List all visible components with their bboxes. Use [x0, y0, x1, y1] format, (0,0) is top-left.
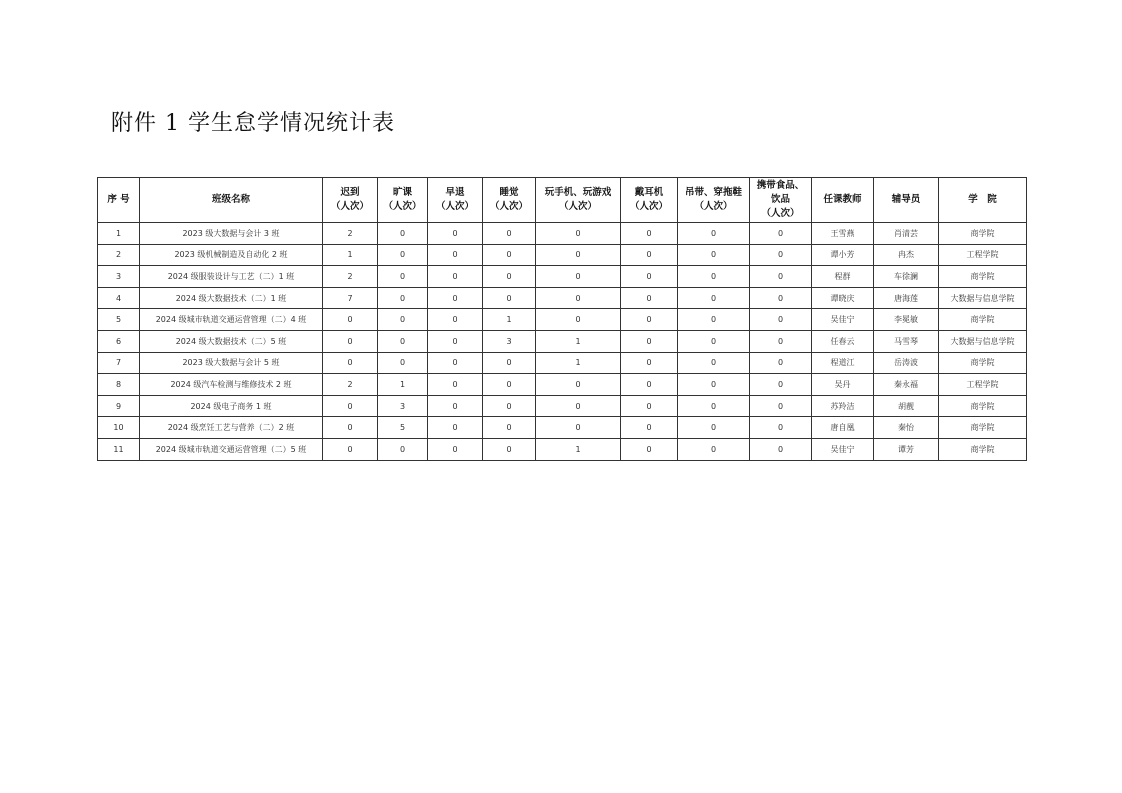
cell-slippers: 0 — [678, 374, 750, 396]
header-college: 学 院 — [939, 178, 1027, 223]
cell-phone-game: 0 — [536, 223, 621, 245]
cell-teacher: 谭晓庆 — [812, 287, 874, 309]
cell-late: 1 — [323, 244, 378, 266]
header-sleep-unit: （人次） — [489, 201, 528, 212]
cell-absent: 5 — [378, 417, 428, 439]
cell-class-name: 2024 级烹饪工艺与营养（二）2 班 — [140, 417, 323, 439]
cell-early-leave: 0 — [428, 417, 483, 439]
cell-class-name: 2024 级电子商务 1 班 — [140, 395, 323, 417]
cell-earphone: 0 — [621, 244, 678, 266]
cell-late: 0 — [323, 330, 378, 352]
header-teacher: 任课教师 — [812, 178, 874, 223]
cell-teacher: 程道江 — [812, 352, 874, 374]
table-row — [98, 438, 1027, 460]
cell-early-leave: 0 — [428, 244, 483, 266]
header-food-line2: 饮品 — [770, 194, 790, 205]
cell-class-name: 2024 级大数据技术（二）1 班 — [140, 287, 323, 309]
cell-early-leave: 0 — [428, 309, 483, 331]
cell-sleep: 0 — [483, 374, 536, 396]
cell-early-leave: 0 — [428, 374, 483, 396]
cell-food: 0 — [750, 330, 812, 352]
cell-phone-game: 1 — [536, 352, 621, 374]
cell-slippers: 0 — [678, 309, 750, 331]
cell-college: 大数据与信息学院 — [939, 287, 1027, 309]
cell-food: 0 — [750, 417, 812, 439]
cell-counselor: 李冕敏 — [874, 309, 939, 331]
header-phone-game — [536, 178, 621, 223]
cell-counselor: 唐海莲 — [874, 287, 939, 309]
cell-slippers: 0 — [678, 287, 750, 309]
header-food-line1: 携带食品、 — [756, 180, 805, 191]
cell-class-name: 2023 级大数据与会计 5 班 — [140, 352, 323, 374]
header-early-leave-unit: （人次） — [435, 201, 474, 212]
cell-seq: 7 — [98, 352, 140, 374]
cell-teacher: 吴丹 — [812, 374, 874, 396]
header-slippers-unit: （人次） — [694, 201, 733, 212]
cell-phone-game: 1 — [536, 438, 621, 460]
cell-slippers: 0 — [678, 244, 750, 266]
header-late-unit: （人次） — [330, 201, 369, 212]
cell-class-name: 2024 级城市轨道交通运营管理（二）4 班 — [140, 309, 323, 331]
cell-food: 0 — [750, 266, 812, 288]
header-class-name: 班级名称 — [140, 178, 323, 223]
cell-sleep: 0 — [483, 438, 536, 460]
cell-absent: 0 — [378, 309, 428, 331]
cell-late: 2 — [323, 223, 378, 245]
cell-late: 2 — [323, 374, 378, 396]
table-row — [98, 374, 1027, 396]
cell-absent: 0 — [378, 266, 428, 288]
cell-counselor: 冉杰 — [874, 244, 939, 266]
cell-earphone: 0 — [621, 374, 678, 396]
cell-late: 0 — [323, 352, 378, 374]
table-row — [98, 223, 1027, 245]
table-row — [98, 417, 1027, 439]
cell-college: 商学院 — [939, 266, 1027, 288]
header-absent-unit: （人次） — [383, 201, 422, 212]
cell-slippers: 0 — [678, 352, 750, 374]
cell-sleep: 0 — [483, 417, 536, 439]
cell-seq: 4 — [98, 287, 140, 309]
cell-late: 0 — [323, 417, 378, 439]
cell-teacher: 王雪燕 — [812, 223, 874, 245]
cell-slippers: 0 — [678, 223, 750, 245]
cell-absent: 0 — [378, 287, 428, 309]
cell-slippers: 0 — [678, 395, 750, 417]
table-row — [98, 266, 1027, 288]
cell-counselor: 秦怡 — [874, 417, 939, 439]
header-earphone-line: 戴耳机 — [634, 187, 664, 198]
header-phone-game-line: 玩手机、玩游戏 — [544, 187, 612, 198]
cell-absent: 0 — [378, 244, 428, 266]
header-slippers — [678, 178, 750, 223]
header-early-leave — [428, 178, 483, 223]
header-food — [750, 178, 812, 223]
cell-phone-game: 0 — [536, 309, 621, 331]
cell-college: 商学院 — [939, 223, 1027, 245]
cell-slippers: 0 — [678, 438, 750, 460]
cell-class-name: 2023 级大数据与会计 3 班 — [140, 223, 323, 245]
cell-sleep: 0 — [483, 266, 536, 288]
cell-seq: 2 — [98, 244, 140, 266]
cell-sleep: 1 — [483, 309, 536, 331]
cell-earphone: 0 — [621, 417, 678, 439]
cell-college: 商学院 — [939, 417, 1027, 439]
cell-seq: 5 — [98, 309, 140, 331]
cell-absent: 0 — [378, 438, 428, 460]
cell-late: 2 — [323, 266, 378, 288]
table-row — [98, 309, 1027, 331]
header-absent — [378, 178, 428, 223]
document-title: 附件 1 学生怠学情况统计表 — [111, 111, 395, 136]
table-body — [98, 223, 1027, 461]
cell-food: 0 — [750, 395, 812, 417]
header-slippers-line: 吊带、穿拖鞋 — [684, 187, 742, 198]
cell-phone-game: 0 — [536, 395, 621, 417]
cell-early-leave: 0 — [428, 438, 483, 460]
header-seq: 序 号 — [98, 178, 140, 223]
cell-earphone: 0 — [621, 223, 678, 245]
cell-seq: 10 — [98, 417, 140, 439]
header-earphone-unit: （人次） — [629, 201, 668, 212]
header-late-line: 迟到 — [340, 187, 360, 198]
cell-seq: 1 — [98, 223, 140, 245]
header-earphone — [621, 178, 678, 223]
cell-college: 商学院 — [939, 309, 1027, 331]
cell-seq: 9 — [98, 395, 140, 417]
table-row — [98, 395, 1027, 417]
cell-earphone: 0 — [621, 438, 678, 460]
cell-teacher: 吴佳宁 — [812, 309, 874, 331]
header-phone-game-unit: （人次） — [558, 201, 597, 212]
cell-food: 0 — [750, 309, 812, 331]
cell-sleep: 0 — [483, 352, 536, 374]
cell-sleep: 0 — [483, 395, 536, 417]
table-row — [98, 330, 1027, 352]
cell-phone-game: 0 — [536, 374, 621, 396]
cell-college: 商学院 — [939, 438, 1027, 460]
cell-class-name: 2024 级城市轨道交通运营管理（二）5 班 — [140, 438, 323, 460]
header-food-unit: （人次） — [761, 208, 800, 219]
cell-college: 工程学院 — [939, 374, 1027, 396]
cell-counselor: 马雪琴 — [874, 330, 939, 352]
table-header-row — [98, 178, 1027, 223]
cell-teacher: 唐自凰 — [812, 417, 874, 439]
cell-late: 0 — [323, 395, 378, 417]
cell-seq: 3 — [98, 266, 140, 288]
cell-counselor: 谭芳 — [874, 438, 939, 460]
cell-sleep: 0 — [483, 244, 536, 266]
cell-counselor: 岳涛波 — [874, 352, 939, 374]
cell-class-name: 2024 级服装设计与工艺（二）1 班 — [140, 266, 323, 288]
header-counselor: 辅导员 — [874, 178, 939, 223]
table-row — [98, 352, 1027, 374]
cell-early-leave: 0 — [428, 395, 483, 417]
header-sleep — [483, 178, 536, 223]
truancy-stats-table — [97, 177, 1027, 461]
cell-phone-game: 0 — [536, 417, 621, 439]
cell-late: 7 — [323, 287, 378, 309]
cell-teacher: 程群 — [812, 266, 874, 288]
cell-seq: 11 — [98, 438, 140, 460]
cell-teacher: 任春云 — [812, 330, 874, 352]
cell-earphone: 0 — [621, 287, 678, 309]
cell-early-leave: 0 — [428, 223, 483, 245]
cell-class-name: 2024 级汽车检测与维修技术 2 班 — [140, 374, 323, 396]
cell-late: 0 — [323, 438, 378, 460]
cell-food: 0 — [750, 244, 812, 266]
cell-class-name: 2023 级机械制造及自动化 2 班 — [140, 244, 323, 266]
cell-phone-game: 1 — [536, 330, 621, 352]
cell-college: 大数据与信息学院 — [939, 330, 1027, 352]
cell-early-leave: 0 — [428, 352, 483, 374]
cell-earphone: 0 — [621, 309, 678, 331]
cell-counselor: 胡靓 — [874, 395, 939, 417]
cell-college: 商学院 — [939, 395, 1027, 417]
cell-absent: 3 — [378, 395, 428, 417]
cell-slippers: 0 — [678, 417, 750, 439]
cell-absent: 0 — [378, 330, 428, 352]
cell-phone-game: 0 — [536, 244, 621, 266]
cell-absent: 0 — [378, 223, 428, 245]
cell-slippers: 0 — [678, 330, 750, 352]
cell-slippers: 0 — [678, 266, 750, 288]
cell-late: 0 — [323, 309, 378, 331]
cell-absent: 0 — [378, 352, 428, 374]
cell-teacher: 吴佳宁 — [812, 438, 874, 460]
table-row — [98, 287, 1027, 309]
cell-sleep: 0 — [483, 223, 536, 245]
cell-early-leave: 0 — [428, 287, 483, 309]
cell-food: 0 — [750, 223, 812, 245]
cell-teacher: 谭小芳 — [812, 244, 874, 266]
cell-early-leave: 0 — [428, 330, 483, 352]
header-late — [323, 178, 378, 223]
cell-counselor: 秦永福 — [874, 374, 939, 396]
cell-counselor: 车徐澜 — [874, 266, 939, 288]
cell-food: 0 — [750, 287, 812, 309]
cell-earphone: 0 — [621, 395, 678, 417]
cell-counselor: 肖清芸 — [874, 223, 939, 245]
cell-phone-game: 0 — [536, 266, 621, 288]
cell-food: 0 — [750, 352, 812, 374]
cell-college: 工程学院 — [939, 244, 1027, 266]
cell-sleep: 3 — [483, 330, 536, 352]
cell-earphone: 0 — [621, 330, 678, 352]
table-row — [98, 244, 1027, 266]
header-absent-line: 旷课 — [392, 187, 412, 198]
cell-earphone: 0 — [621, 266, 678, 288]
cell-early-leave: 0 — [428, 266, 483, 288]
cell-food: 0 — [750, 374, 812, 396]
cell-sleep: 0 — [483, 287, 536, 309]
header-early-leave-line: 早退 — [445, 187, 465, 198]
cell-earphone: 0 — [621, 352, 678, 374]
cell-food: 0 — [750, 438, 812, 460]
cell-seq: 6 — [98, 330, 140, 352]
cell-college: 商学院 — [939, 352, 1027, 374]
cell-class-name: 2024 级大数据技术（二）5 班 — [140, 330, 323, 352]
cell-absent: 1 — [378, 374, 428, 396]
header-sleep-line: 睡觉 — [499, 187, 519, 198]
cell-phone-game: 0 — [536, 287, 621, 309]
cell-teacher: 苏羚洁 — [812, 395, 874, 417]
cell-seq: 8 — [98, 374, 140, 396]
